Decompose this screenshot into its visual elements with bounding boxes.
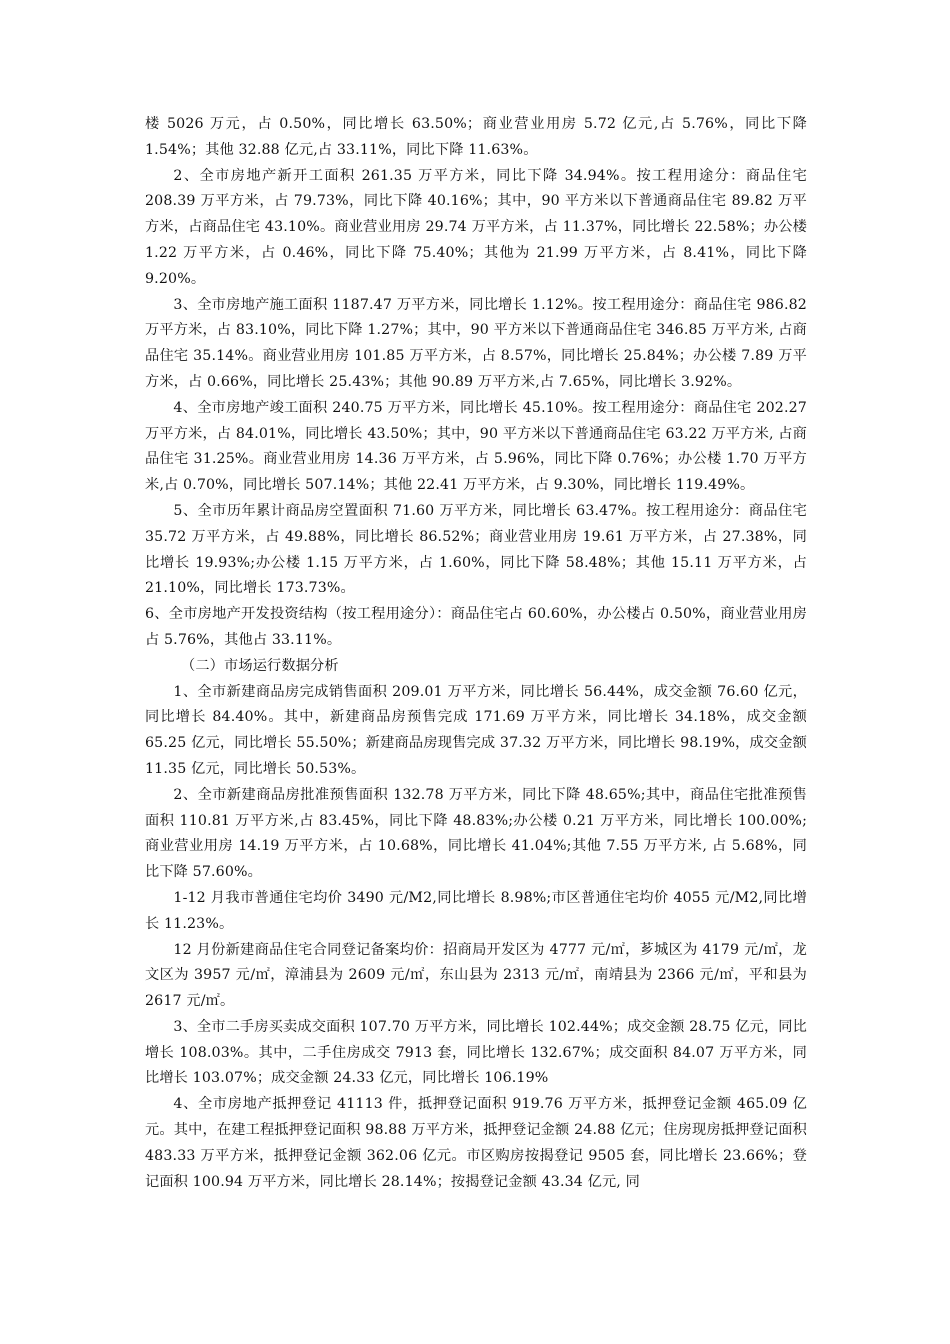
paragraph-second-hand: 3、全市二手房买卖成交面积 107.70 万平方米，同比增长 102.44%；成交金额 28.75 亿元，同比增长 108.03%。其中，二手住房成交 7913 套，同比增长 132.67%；成交面积 84.07 万平方米，同比增长 103.07%；成交金额 24.33 亿元，同比增长 106.19% bbox=[145, 1018, 807, 1087]
paragraph-district-prices: 12 月份新建商品住宅合同登记备案均价：招商局开发区为 4777 元/㎡，芗城区为 4179 元/㎡，龙文区为 3957 元/㎡，漳浦县为 2609 元/㎡，东山县为 2313 元/㎡，南靖县为 2366 元/㎡，平和县为 2617 元/㎡。 bbox=[145, 941, 807, 1010]
paragraph-presale-approval: 2、全市新建商品房批准预售面积 132.78 万平方米，同比下降 48.65%;其中，商品住宅批准预售面积 110.81 万平方米,占 83.45%，同比下降 48.83%;办公楼 0.21 万平方米，同比增长 100.00%;商业营业用房 14.19 万平方米，占 10.68%，同比增长 41.04%;其他 7.55 万平方米, 占 5.68%，同比下降 57.60%。 bbox=[145, 786, 807, 881]
document-page bbox=[145, 112, 807, 1195]
paragraph-investment-structure: 6、全市房地产开发投资结构（按工程用途分）：商品住宅占 60.60%，办公楼占 0.50%，商业营业用房占 5.76%，其他占 33.11%。 bbox=[145, 606, 807, 648]
paragraph-new-construction-area: 2、全市房地产新开工面积 261.35 万平方米，同比下降 34.94%。按工程用途分：商品住宅 208.39 万平方米，占 79.73%，同比下降 40.16%；其中，90 平方米以下普通商品住宅 89.82 万平方米，占商品住宅 43.10%。商业营业用房 29.74 万平方米，占 11.37%，同比增长 22.58%；办公楼 1.22 万平方米，占 0.46%，同比下降 75.40%；其他为 21.99 万平方米，占 8.41%，同比下降 9.20%。 bbox=[145, 167, 807, 287]
section-heading-market-analysis: （二）市场运行数据分析 bbox=[181, 657, 339, 674]
paragraph-construction-area: 3、全市房地产施工面积 1187.47 万平方米，同比增长 1.12%。按工程用途分：商品住宅 986.82 万平方米，占 83.10%，同比下降 1.27%；其中，90 平方米以下普通商品住宅 346.85 万平方米, 占商品住宅 35.14%。商业营业用房 101.85 万平方米，占 8.57%，同比增长 25.84%；办公楼 7.89 万平方米，占 0.66%，同比增长 25.43%；其他 90.89 万平方米,占 7.65%，同比增长 3.92%。 bbox=[145, 296, 807, 390]
paragraph-completed-area: 4、全市房地产竣工面积 240.75 万平方米，同比增长 45.10%。按工程用途分：商品住宅 202.27 万平方米，占 84.01%，同比增长 43.50%；其中，90 平方米以下普通商品住宅 63.22 万平方米, 占商品住宅 31.25%。商业营业用房 14.36 万平方米，占 5.96%，同比下降 0.76%；办公楼 1.70 万平方米,占 0.70%，同比增长 507.14%；其他 22.41 万平方米，占 9.30%，同比增长 119.49%。 bbox=[145, 399, 807, 494]
paragraph-mortgage: 4、全市房地产抵押登记 41113 件，抵押登记面积 919.76 万平方米，抵押登记金额 465.09 亿元。其中，在建工程抵押登记面积 98.88 万平方米，抵押登记金额 24.88 亿元；住房现房抵押登记面积 483.33 万平方米，抵押登记金额 362.06 亿元。市区购房按揭登记 9505 套，同比增长 23.66%；登记面积 100.94 万平方米，同比增长 28.14%；按揭登记金额 43.34 亿元, 同 bbox=[145, 1096, 807, 1190]
paragraph-continued-investment: 楼 5026 万元，占 0.50%，同比增长 63.50%；商业营业用房 5.72 亿元,占 5.76%，同比下降 1.54%；其他 32.88 亿元,占 33.11%，同比下降 11.63%。 bbox=[145, 116, 807, 158]
paragraph-vacant-area: 5、全市历年累计商品房空置面积 71.60 万平方米，同比增长 63.47%。按工程用途分：商品住宅 35.72 万平方米，占 49.88%，同比增长 86.52%；商业营业用房 19.61 万平方米，占 27.38%，同比增长 19.93%;办公楼 1.15 万平方米，占 1.60%，同比下降 58.48%；其他 15.11 万平方米，占 21.10%，同比增长 173.73%。 bbox=[145, 502, 807, 597]
paragraph-sales-area: 1、全市新建商品房完成销售面积 209.01 万平方米，同比增长 56.44%，成交金额 76.60 亿元，同比增长 84.40%。其中，新建商品房预售完成 171.69 万平方米，同比增长 34.18%，成交金额 65.25 亿元，同比增长 55.50%；新建商品房现售完成 37.32 万平方米，同比增长 98.19%，成交金额 11.35 亿元，同比增长 50.53%。 bbox=[145, 683, 807, 777]
paragraph-average-price: 1-12 月我市普通住宅均价 3490 元/M2,同比增长 8.98%;市区普通住宅均价 4055 元/M2,同比增长 11.23%。 bbox=[145, 889, 807, 932]
